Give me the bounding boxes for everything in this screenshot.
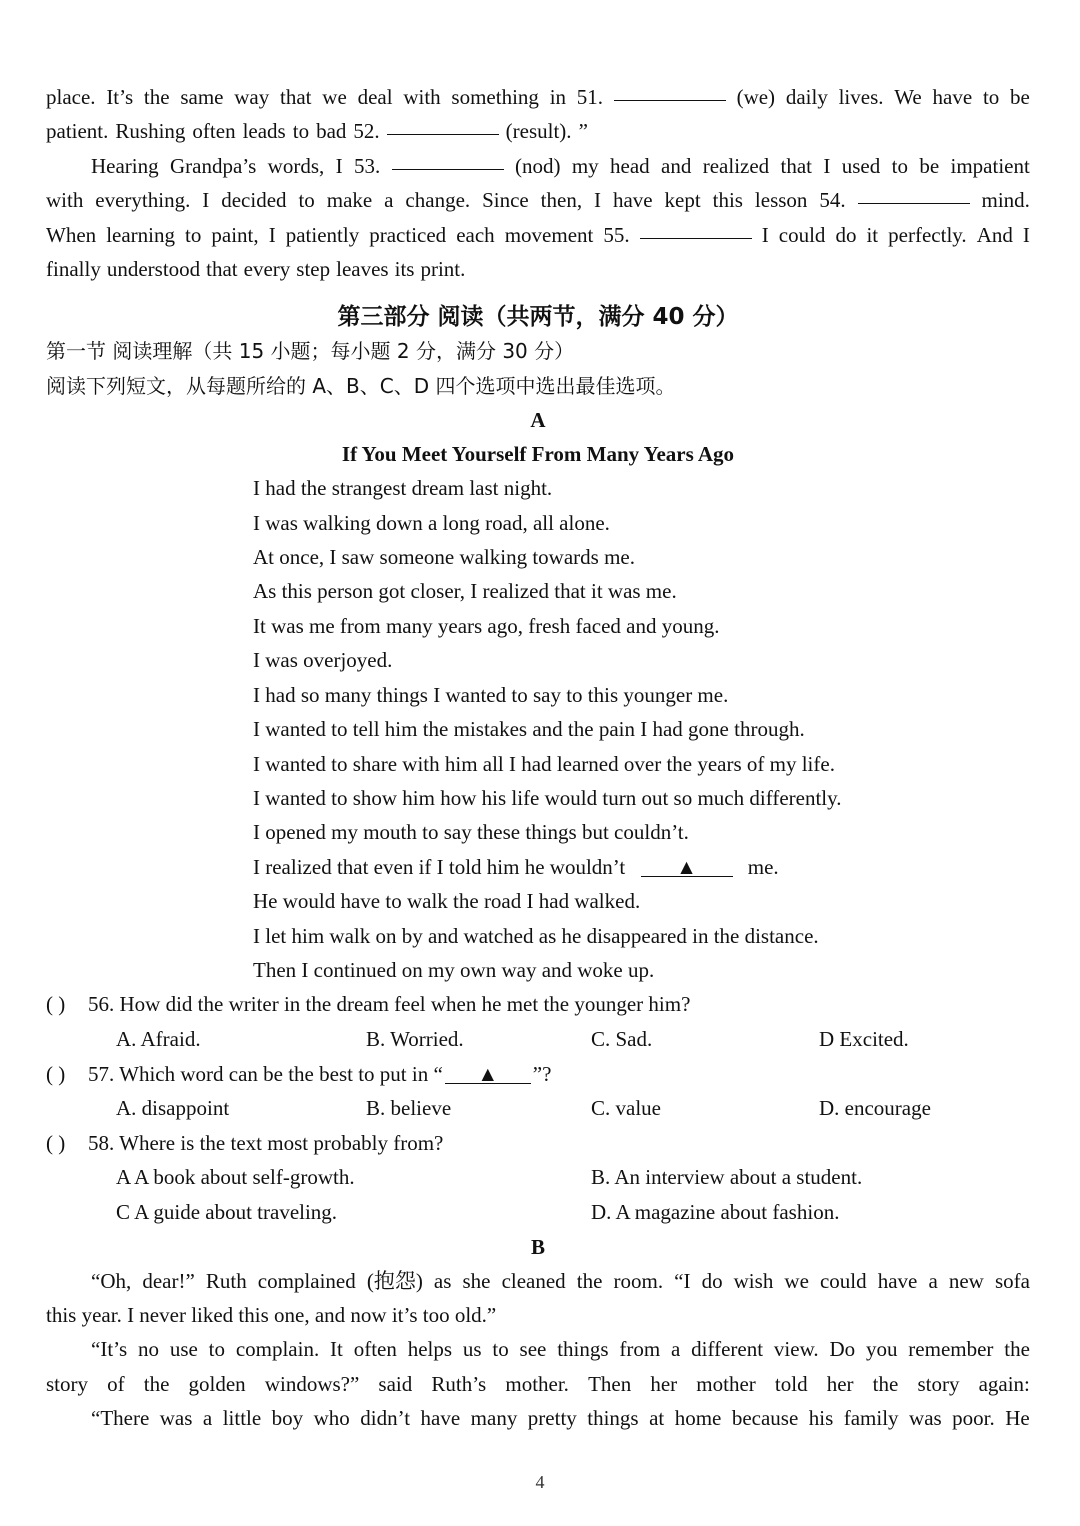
word: Since — [482, 188, 529, 213]
word: (we) — [736, 85, 776, 109]
word: because — [731, 1406, 799, 1431]
part3-title: 第三部分 阅读（共两节，满分 40 分） — [337, 304, 739, 331]
word: the — [1004, 1337, 1030, 1362]
word: in — [549, 85, 567, 109]
word: with — [403, 85, 441, 109]
word: wish — [733, 1268, 774, 1293]
word: who — [313, 1406, 350, 1431]
word: that — [206, 257, 238, 282]
word: many — [470, 1406, 518, 1431]
option[interactable]: D Excited. — [819, 1026, 909, 1051]
word: the — [576, 1268, 603, 1293]
word: words, — [267, 153, 325, 178]
blank-line-text: I realized that even if I told him he wouldn’t — [253, 854, 626, 879]
word: to — [298, 188, 315, 213]
page-number: 4 — [535, 1472, 545, 1492]
word: cleaned — [501, 1268, 566, 1293]
word: to — [185, 222, 202, 247]
word: impatient — [950, 153, 1030, 178]
word: paint, — [211, 222, 259, 247]
word: use — [169, 1337, 198, 1362]
word: mother — [696, 1371, 756, 1396]
word: finally — [46, 257, 101, 282]
word: this year. I never liked this one, and now it’s too old.” — [46, 1302, 497, 1327]
exam-page — [46, 80, 1030, 1436]
word: room. — [613, 1268, 664, 1293]
word: I — [594, 188, 602, 213]
word: a — [202, 1406, 213, 1431]
passage-b-body — [46, 1264, 1030, 1436]
word: movement — [504, 222, 594, 247]
answer-blank[interactable] — [387, 114, 499, 135]
passage-top — [46, 80, 1030, 286]
word: have — [612, 188, 653, 213]
word: leaves — [336, 257, 389, 282]
question-58 — [46, 1126, 1030, 1230]
word: then, — [540, 188, 583, 213]
word: the — [143, 1371, 170, 1396]
word: I — [202, 188, 210, 213]
word: 52. — [353, 119, 380, 144]
word: boy — [271, 1406, 304, 1431]
word: 55. — [603, 222, 630, 247]
word: its — [394, 257, 415, 282]
passage-line — [46, 218, 1030, 252]
word: us — [462, 1337, 482, 1362]
blank-line-text: me. — [747, 854, 779, 879]
poem-line: It was me from many years ago, fresh faced and young. — [253, 613, 720, 638]
passage-line — [46, 183, 1030, 217]
word: And — [976, 222, 1013, 247]
word: print. — [420, 257, 466, 282]
word: place. — [46, 85, 96, 109]
passage-a-title: If You Meet Yourself From Many Years Ago — [341, 442, 735, 467]
word: with — [46, 188, 84, 213]
word: could — [778, 222, 826, 247]
word: same — [180, 85, 224, 109]
option[interactable]: C. Sad. — [591, 1026, 653, 1051]
word: no — [137, 1337, 159, 1362]
word: mind. — [981, 188, 1030, 213]
word: perfectly. — [888, 222, 967, 247]
word: often — [353, 1337, 397, 1362]
answer-blank — [445, 1061, 531, 1086]
word: Then — [588, 1371, 632, 1396]
word: have — [420, 1406, 461, 1431]
word: we — [322, 85, 347, 109]
word: “It’s — [91, 1337, 128, 1362]
word: have — [932, 85, 973, 109]
word: to — [492, 1337, 509, 1362]
word: see — [519, 1337, 547, 1362]
word: each — [456, 222, 495, 247]
word: little — [222, 1406, 262, 1431]
passage-line — [46, 1298, 1030, 1332]
option[interactable]: D. A magazine about fashion. — [591, 1199, 840, 1224]
word: her — [826, 1371, 854, 1396]
word: a — [671, 1337, 681, 1362]
word: told — [774, 1371, 808, 1396]
word: Ruth’s — [431, 1371, 487, 1396]
word: patiently — [285, 222, 360, 247]
word: to — [891, 153, 908, 178]
word: a — [384, 188, 394, 213]
question-56 — [46, 987, 1030, 1056]
word: different — [691, 1337, 764, 1362]
word: make — [326, 188, 373, 213]
word: remember — [908, 1337, 994, 1362]
word: poor. — [952, 1406, 995, 1431]
word: change. — [405, 188, 471, 213]
triangle-icon: ▲ — [477, 1061, 499, 1086]
passage-line — [46, 80, 1030, 114]
passage-line — [46, 252, 1030, 286]
word: everything. — [95, 188, 191, 213]
word: I — [823, 153, 831, 178]
word: be — [1010, 85, 1030, 109]
word: view. — [773, 1337, 819, 1362]
word: at — [649, 1406, 665, 1431]
word: new — [948, 1268, 984, 1293]
word: do — [835, 222, 857, 247]
word: practiced — [369, 222, 447, 247]
word: this — [712, 188, 743, 213]
word: (nod) — [514, 153, 561, 178]
option[interactable]: C. value — [591, 1096, 661, 1121]
word: often — [192, 119, 236, 144]
word: something — [451, 85, 539, 109]
word: We — [894, 85, 922, 109]
answer-paren[interactable]: ( ) — [46, 992, 66, 1017]
word: It — [330, 1337, 343, 1362]
word: again: — [978, 1371, 1030, 1396]
word: I — [761, 222, 769, 247]
answer-blank[interactable] — [641, 854, 733, 879]
word: 51. — [576, 85, 604, 109]
word: the — [143, 85, 170, 109]
passage-line — [46, 1264, 1030, 1298]
word: that — [280, 85, 312, 109]
word: pretty — [527, 1406, 577, 1431]
word: lesson — [754, 188, 808, 213]
passage-line — [46, 1332, 1030, 1366]
passage-line — [46, 1367, 1030, 1401]
word: leads — [242, 119, 286, 144]
word: He — [1005, 1406, 1030, 1431]
word: things — [587, 1406, 639, 1431]
word: a — [928, 1268, 938, 1293]
word: I — [335, 153, 343, 178]
option[interactable]: B. believe — [366, 1096, 452, 1121]
word: “Oh, — [91, 1268, 132, 1293]
word: windows?” — [264, 1371, 360, 1396]
poem-line: He would have to walk the road I had walked. — [253, 889, 641, 914]
word: didn’t — [360, 1406, 411, 1431]
word: of — [107, 1371, 125, 1396]
word: Grandpa’s — [170, 153, 257, 178]
word: Do — [829, 1337, 856, 1362]
word: bad — [316, 119, 347, 144]
word: to — [982, 85, 1000, 109]
word: Hearing — [91, 153, 159, 178]
word: kept — [664, 188, 701, 213]
word: helps — [407, 1337, 453, 1362]
word: deal — [357, 85, 393, 109]
passage-a-body — [253, 471, 1030, 987]
word: be — [919, 153, 940, 178]
answer-paren[interactable]: ( ) — [46, 1130, 66, 1155]
poem-line: I let him walk on by and watched as he disappeared in the distance. — [253, 923, 819, 948]
word: we — [784, 1268, 809, 1293]
word: ” — [578, 119, 588, 144]
poem-line: At once, I saw someone walking towards me. — [253, 545, 635, 570]
word: home — [674, 1406, 722, 1431]
option[interactable]: C A guide about traveling. — [116, 1199, 338, 1224]
word: patient. — [46, 119, 109, 144]
word: (抱怨) — [366, 1268, 423, 1293]
word: and — [661, 153, 692, 178]
word: dear!” — [142, 1268, 195, 1293]
word: story — [917, 1371, 960, 1396]
word: every — [243, 257, 291, 282]
word: to — [292, 119, 310, 144]
option[interactable]: B. An interview about a student. — [591, 1165, 863, 1190]
word: golden — [188, 1371, 246, 1396]
passage-line — [46, 114, 1030, 148]
answer-blank[interactable] — [640, 218, 752, 239]
poem-line: As this person got closer, I realized that it was me. — [253, 579, 677, 604]
word: complained — [257, 1268, 356, 1293]
triangle-icon: ▲ — [676, 854, 697, 879]
poem-line: I had the strangest dream last night. — [253, 476, 553, 501]
word: sofa — [994, 1268, 1030, 1293]
answer-blank[interactable] — [858, 183, 970, 204]
poem-line: I was walking down a long road, all alone. — [253, 510, 610, 535]
word: I — [1022, 222, 1030, 247]
section1-heading: 第一节 阅读理解（共 15 小题；每小题 2 分，满分 30 分） — [46, 339, 575, 364]
word: it — [866, 222, 879, 247]
word: the — [872, 1371, 899, 1396]
poem-line: I wanted to share with him all I had learned over the years of my life. — [253, 751, 835, 776]
poem-line: I opened my mouth to say these things but couldn’t. — [253, 820, 689, 845]
answer-blank[interactable] — [392, 149, 504, 170]
word: learning — [106, 222, 175, 247]
question-text: 57. Which word can be the best to put in “ — [88, 1061, 443, 1086]
answer-paren[interactable]: ( ) — [46, 1061, 66, 1086]
word: that — [780, 153, 813, 178]
word: said — [378, 1371, 413, 1396]
word: understood — [106, 257, 201, 282]
word: way — [234, 85, 270, 109]
word: from — [619, 1337, 661, 1362]
word: lives. — [838, 85, 884, 109]
word: complain. — [235, 1337, 320, 1362]
word: was — [909, 1406, 942, 1431]
word: (result). — [505, 119, 572, 144]
option[interactable]: A A book about self-growth. — [116, 1165, 355, 1190]
word: When — [46, 222, 97, 247]
question-text: 58. Where is the text most probably from? — [88, 1130, 444, 1155]
word: was — [159, 1406, 193, 1431]
word: could — [819, 1268, 867, 1293]
word: head — [610, 153, 650, 178]
word: It’s — [106, 85, 134, 109]
answer-blank[interactable] — [614, 80, 726, 101]
poem-line: I had so many things I wanted to say to this younger me. — [253, 682, 729, 707]
passage-a-label: A — [530, 408, 546, 433]
word: her — [650, 1371, 678, 1396]
poem-line: I wanted to show him how his life would turn out so much differently. — [253, 785, 842, 810]
question-text: 56. How did the writer in the dream feel when he met the younger him? — [88, 992, 691, 1017]
word: used — [841, 153, 881, 178]
word: have — [877, 1268, 918, 1293]
word: my — [571, 153, 599, 178]
word: his — [808, 1406, 834, 1431]
passage-line — [46, 1401, 1030, 1435]
word: step — [296, 257, 331, 282]
option[interactable]: A. Afraid. — [116, 1026, 201, 1051]
word: “There — [91, 1406, 150, 1431]
word: you — [865, 1337, 898, 1362]
word: 53. — [353, 153, 381, 178]
passage-line — [46, 149, 1030, 183]
word: decided — [221, 188, 287, 213]
word: story — [46, 1371, 88, 1396]
word: as — [433, 1268, 452, 1293]
word: 54. — [819, 188, 846, 213]
poem-line: I wanted to tell him the mistakes and the pain I had gone through. — [253, 717, 805, 742]
question-text: ”? — [532, 1061, 552, 1086]
word: “I — [674, 1268, 691, 1293]
poem-line: Then I continued on my own way and woke up. — [253, 957, 655, 982]
word: I — [268, 222, 276, 247]
poem-line: I was overjoyed. — [253, 648, 393, 673]
passage-b-label: B — [530, 1234, 545, 1259]
word: daily — [785, 85, 828, 109]
option[interactable]: A. disappoint — [116, 1096, 230, 1121]
word: to — [208, 1337, 225, 1362]
option[interactable]: D. encourage — [819, 1096, 931, 1121]
blank-line — [253, 850, 1030, 884]
word: do — [701, 1268, 723, 1293]
word: things — [557, 1337, 609, 1362]
word: she — [462, 1268, 491, 1293]
word: family — [843, 1406, 899, 1431]
question-57 — [46, 1057, 1030, 1126]
option[interactable]: B. Worried. — [366, 1026, 464, 1051]
word: realized — [702, 153, 770, 178]
word: Ruth — [205, 1268, 247, 1293]
instruction: 阅读下列短文，从每题所给的 A、B、C、D 四个选项中选出最佳选项。 — [46, 373, 676, 398]
word: mother. — [505, 1371, 569, 1396]
word: Rushing — [115, 119, 186, 144]
